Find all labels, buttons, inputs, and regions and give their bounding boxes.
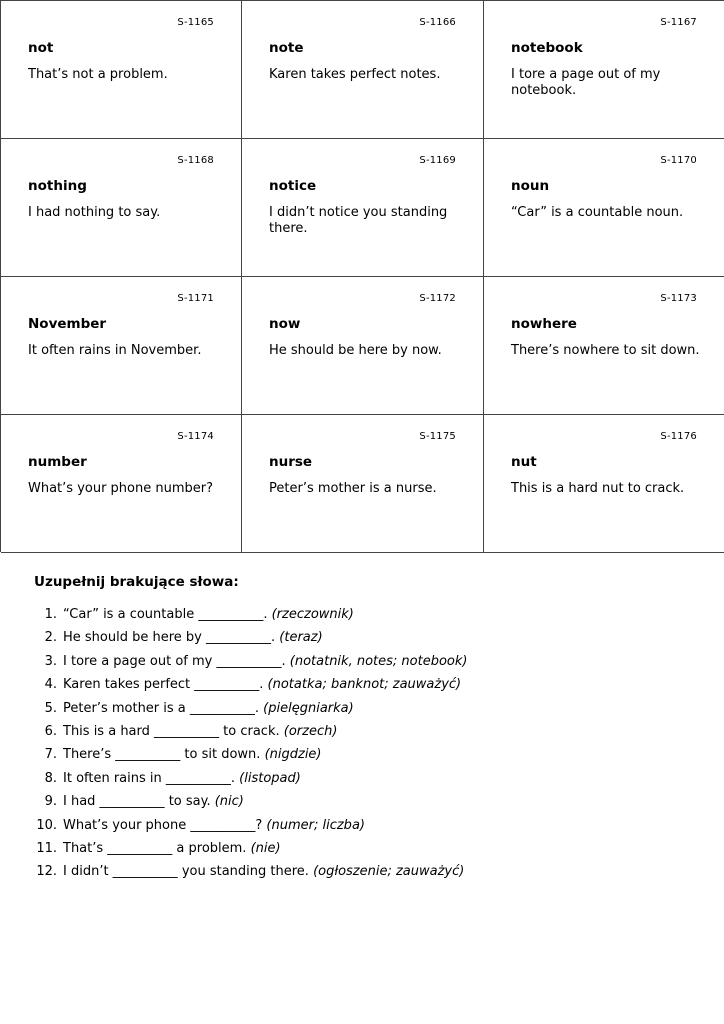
item-sentence: There’s __________ to sit down. [63, 747, 261, 763]
item-hint: (nie) [250, 840, 281, 856]
flashcard [242, 139, 484, 277]
item-sentence: Karen takes perfect __________. [63, 677, 264, 693]
card-code: S-1175 [419, 431, 456, 442]
flashcard [484, 1, 724, 139]
card-example: Karen takes perfect notes. [269, 67, 441, 82]
flashcard [484, 277, 724, 415]
card-code: S-1166 [419, 17, 456, 28]
card-word: number [28, 454, 87, 470]
card-word: nowhere [511, 316, 577, 332]
item-sentence: I had __________ to say. [63, 794, 211, 810]
item-number: 1. [44, 607, 57, 622]
exercise-item [0, 816, 467, 839]
card-code: S-1170 [660, 155, 697, 166]
card-code: S-1165 [177, 17, 214, 28]
item-hint: (orzech) [283, 723, 338, 739]
card-word: noun [511, 178, 550, 194]
card-example: There’s nowhere to sit down. [511, 343, 700, 358]
item-number: 5. [44, 700, 57, 716]
item-hint: (nic) [214, 794, 244, 810]
card-word: notice [269, 178, 317, 194]
card-example: It often rains in November. [28, 343, 202, 358]
card-code: S-1167 [660, 17, 697, 28]
card-example: This is a hard nut to crack. [511, 481, 685, 496]
flashcard [242, 277, 484, 415]
exercise-item [0, 628, 467, 651]
item-sentence: I didn’t __________ you standing there. [63, 864, 309, 880]
flashcard [242, 415, 484, 553]
flashcard [1, 277, 242, 415]
card-word: nothing [28, 178, 87, 194]
item-number: 11. [36, 840, 57, 856]
item-number: 4. [44, 677, 57, 693]
card-word: not [28, 40, 54, 56]
card-example: I didn’t notice you standing there. [269, 205, 448, 236]
flashcard [1, 415, 242, 553]
exercise-item [0, 769, 467, 792]
item-hint: (notatnik, notes; notebook) [289, 653, 468, 669]
item-hint: (nigdzie) [264, 747, 322, 763]
item-number: 9. [44, 794, 57, 810]
flashcard [484, 139, 724, 277]
card-example: I had nothing to say. [28, 205, 161, 220]
item-number: 2. [44, 630, 57, 646]
card-code: S-1173 [660, 293, 697, 304]
item-sentence: He should be here by __________. [63, 630, 276, 646]
exercise-item [0, 839, 467, 862]
card-example: He should be here by now. [269, 343, 442, 358]
card-example: That’s not a problem. [28, 67, 168, 82]
item-hint: (listopad) [239, 770, 301, 786]
item-hint: (rzeczownik) [271, 607, 354, 622]
item-sentence: “Car” is a countable __________. [63, 607, 268, 622]
exercise-item [0, 652, 467, 675]
item-sentence: I tore a page out of my __________. [63, 653, 286, 669]
item-sentence: That’s __________ a problem. [63, 840, 247, 856]
card-code: S-1169 [419, 155, 456, 166]
exercise-item [0, 699, 467, 722]
card-example: Peter’s mother is a nurse. [269, 481, 437, 496]
card-code: S-1168 [177, 155, 214, 166]
card-example: I tore a page out of my notebook. [511, 67, 661, 98]
card-code: S-1176 [660, 431, 697, 442]
exercise-item [0, 862, 467, 885]
item-number: 7. [44, 747, 57, 763]
item-number: 3. [44, 653, 57, 669]
item-sentence: It often rains in __________. [63, 770, 236, 786]
flashcard [1, 139, 242, 277]
item-sentence: Peter’s mother is a __________. [63, 700, 260, 716]
item-hint: (ogłoszenie; zauważyć) [313, 864, 465, 880]
exercise-item [0, 722, 467, 745]
exercise-item [0, 605, 467, 628]
item-number: 10. [36, 817, 57, 833]
card-word: note [269, 40, 304, 56]
card-word: nut [511, 454, 537, 470]
exercise-item [0, 745, 467, 768]
exercise-item [0, 675, 467, 698]
exercise-list [0, 605, 467, 886]
item-sentence: What’s your phone __________? [63, 817, 263, 833]
flashcard [1, 1, 242, 139]
item-hint: (pielęgniarka) [263, 700, 354, 716]
item-hint: (teraz) [279, 630, 323, 646]
exercise-item [0, 792, 467, 815]
card-word: notebook [511, 40, 583, 56]
card-code: S-1174 [177, 431, 214, 442]
item-number: 12. [36, 864, 57, 880]
card-word: November [28, 316, 107, 332]
card-word: nurse [269, 454, 313, 470]
item-hint: (notatka; banknot; zauważyć) [267, 677, 462, 693]
flashcard [242, 1, 484, 139]
exercise-title: Uzupełnij brakujące słowa: [34, 574, 239, 590]
card-word: now [269, 316, 301, 332]
card-code: S-1171 [177, 293, 214, 304]
item-number: 8. [44, 770, 57, 786]
flashcard [484, 415, 724, 553]
item-number: 6. [44, 723, 57, 739]
item-sentence: This is a hard __________ to crack. [63, 723, 280, 739]
card-example: What’s your phone number? [28, 481, 214, 496]
card-example: “Car” is a countable noun. [511, 205, 684, 220]
item-hint: (numer; liczba) [266, 817, 365, 833]
card-code: S-1172 [419, 293, 456, 304]
